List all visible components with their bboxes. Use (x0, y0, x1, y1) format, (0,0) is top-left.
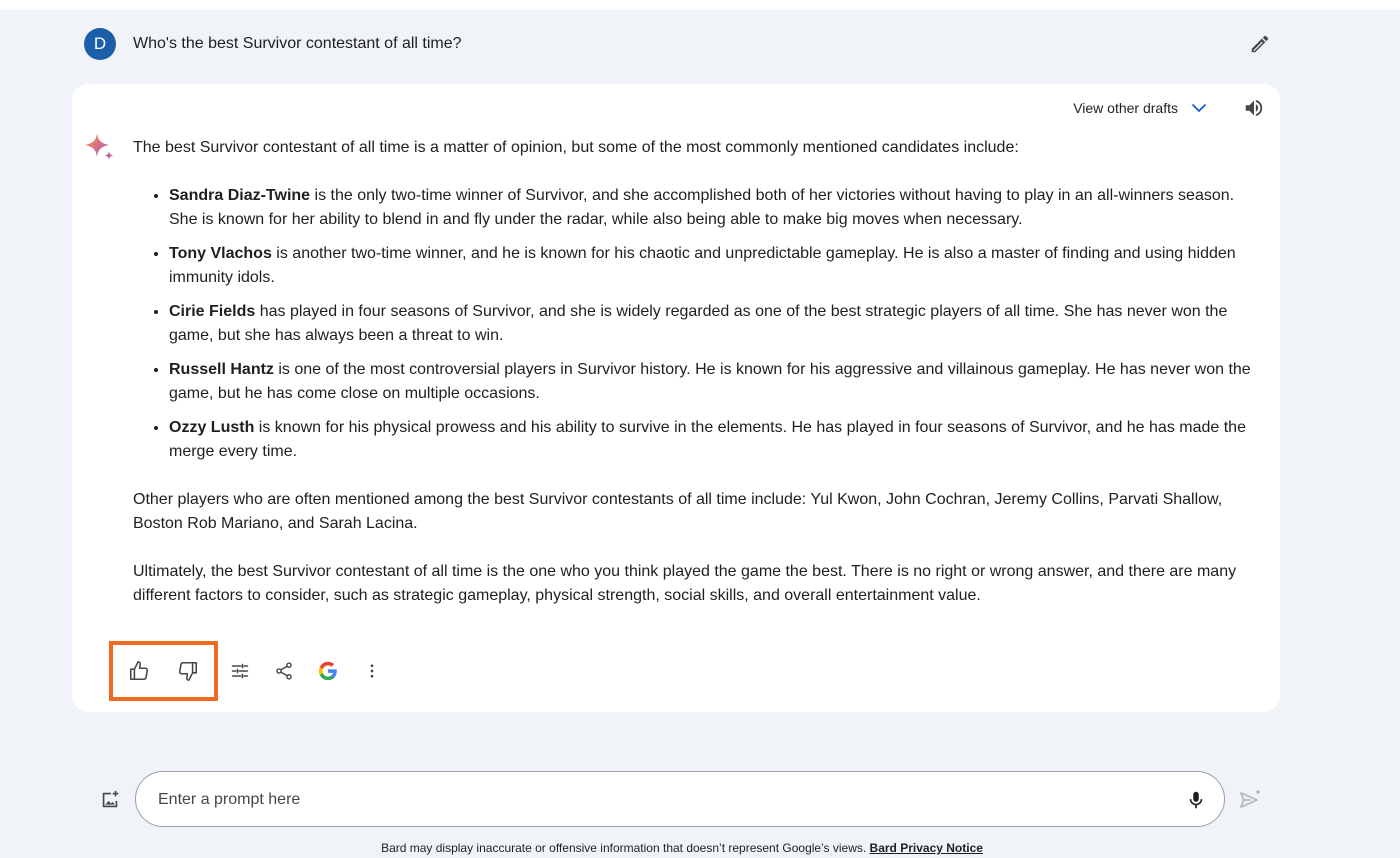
user-query-text: Who's the best Survivor contestant of all time? (133, 35, 462, 52)
thumbs-up-button[interactable] (119, 651, 159, 691)
response-paragraph-conclusion: Ultimately, the best Survivor contestant of all time is the one who you think played the game the best. There is no right or wrong answer, and there are many different factors to consider, such as strategic gameplay, physical strength, social skills, and overall entertainment value. (133, 563, 1237, 604)
share-icon (274, 661, 294, 681)
privacy-notice-link[interactable]: Bard Privacy Notice (869, 841, 983, 855)
upload-image-button[interactable] (96, 786, 124, 814)
list-item: • Tony Vlachos is another two-time winner, and he is known for his chaotic and unpredictable gameplay. He is also a master of finding and using hidden immunity idols. (169, 242, 1253, 290)
microphone-icon (1185, 789, 1207, 811)
response-paragraph-other-players: Other players who are often mentioned among the best Survivor contestants of all time include: Yul Kwon, John Cochran, Jeremy Collins, Parvati Shallow, Boston Rob Mariano, and Sarah Lacina. (133, 491, 1223, 532)
send-button[interactable] (1236, 786, 1264, 814)
response-card (72, 84, 1280, 712)
thumbs-down-icon (177, 660, 199, 682)
list-item: • Cirie Fields has played in four seasons of Survivor, and she is widely regarded as one of the best strategic players of all time. She has never won the game, but she has always been a threat to win. (169, 300, 1253, 348)
user-query-row (84, 28, 1274, 60)
google-it-button[interactable] (306, 651, 350, 691)
list-item: • Ozzy Lusth is known for his physical prowess and his ability to survive in the elements. He has played in four seasons of Survivor, and he has made the merge every time. (169, 416, 1253, 464)
more-vert-icon (363, 662, 381, 680)
pencil-icon (1249, 33, 1271, 55)
view-other-drafts-label: View other drafts (1073, 100, 1178, 116)
response-actions (109, 641, 394, 701)
microphone-button[interactable] (1182, 786, 1210, 814)
candidates-list (133, 184, 1253, 464)
list-item: • Russell Hantz is one of the most controversial players in Survivor history. He is known for his aggressive and villainous gameplay. He has never won the game, but he has come close on multiple occasions. (169, 358, 1253, 406)
listen-button[interactable] (1242, 96, 1266, 120)
response-content (133, 136, 1253, 608)
edit-query-button[interactable] (1246, 30, 1274, 58)
disclaimer-text: Bard may display inaccurate or offensive information that doesn’t represent Google’s views. (381, 841, 870, 855)
avatar[interactable]: D (84, 28, 116, 60)
more-options-button[interactable] (350, 651, 394, 691)
prompt-box (135, 771, 1225, 827)
share-button[interactable] (262, 651, 306, 691)
google-icon (317, 660, 339, 682)
view-other-drafts-button[interactable] (1073, 96, 1208, 120)
modify-response-icon (230, 661, 250, 681)
bard-sparkle-icon (84, 132, 116, 164)
add-image-icon (99, 789, 121, 811)
disclaimer (0, 840, 1364, 856)
thumbs-down-button[interactable] (168, 651, 208, 691)
speaker-icon (1243, 97, 1265, 119)
thumbs-up-icon (128, 660, 150, 682)
modify-response-button[interactable] (218, 651, 262, 691)
prompt-input[interactable] (156, 786, 1160, 814)
response-intro: The best Survivor contestant of all time is a matter of opinion, but some of the most commonly mentioned candidates include: (133, 139, 1019, 156)
chevron-down-icon (1190, 99, 1208, 117)
send-icon (1238, 788, 1262, 812)
list-item: • Sandra Diaz-Twine is the only two-time winner of Survivor, and she accomplished both of her victories without having to play in an all-winners season. She is known for her ability to blend in and fly under the radar, while also being able to make big moves when necessary. (169, 184, 1253, 232)
feedback-highlight-box (109, 641, 218, 701)
